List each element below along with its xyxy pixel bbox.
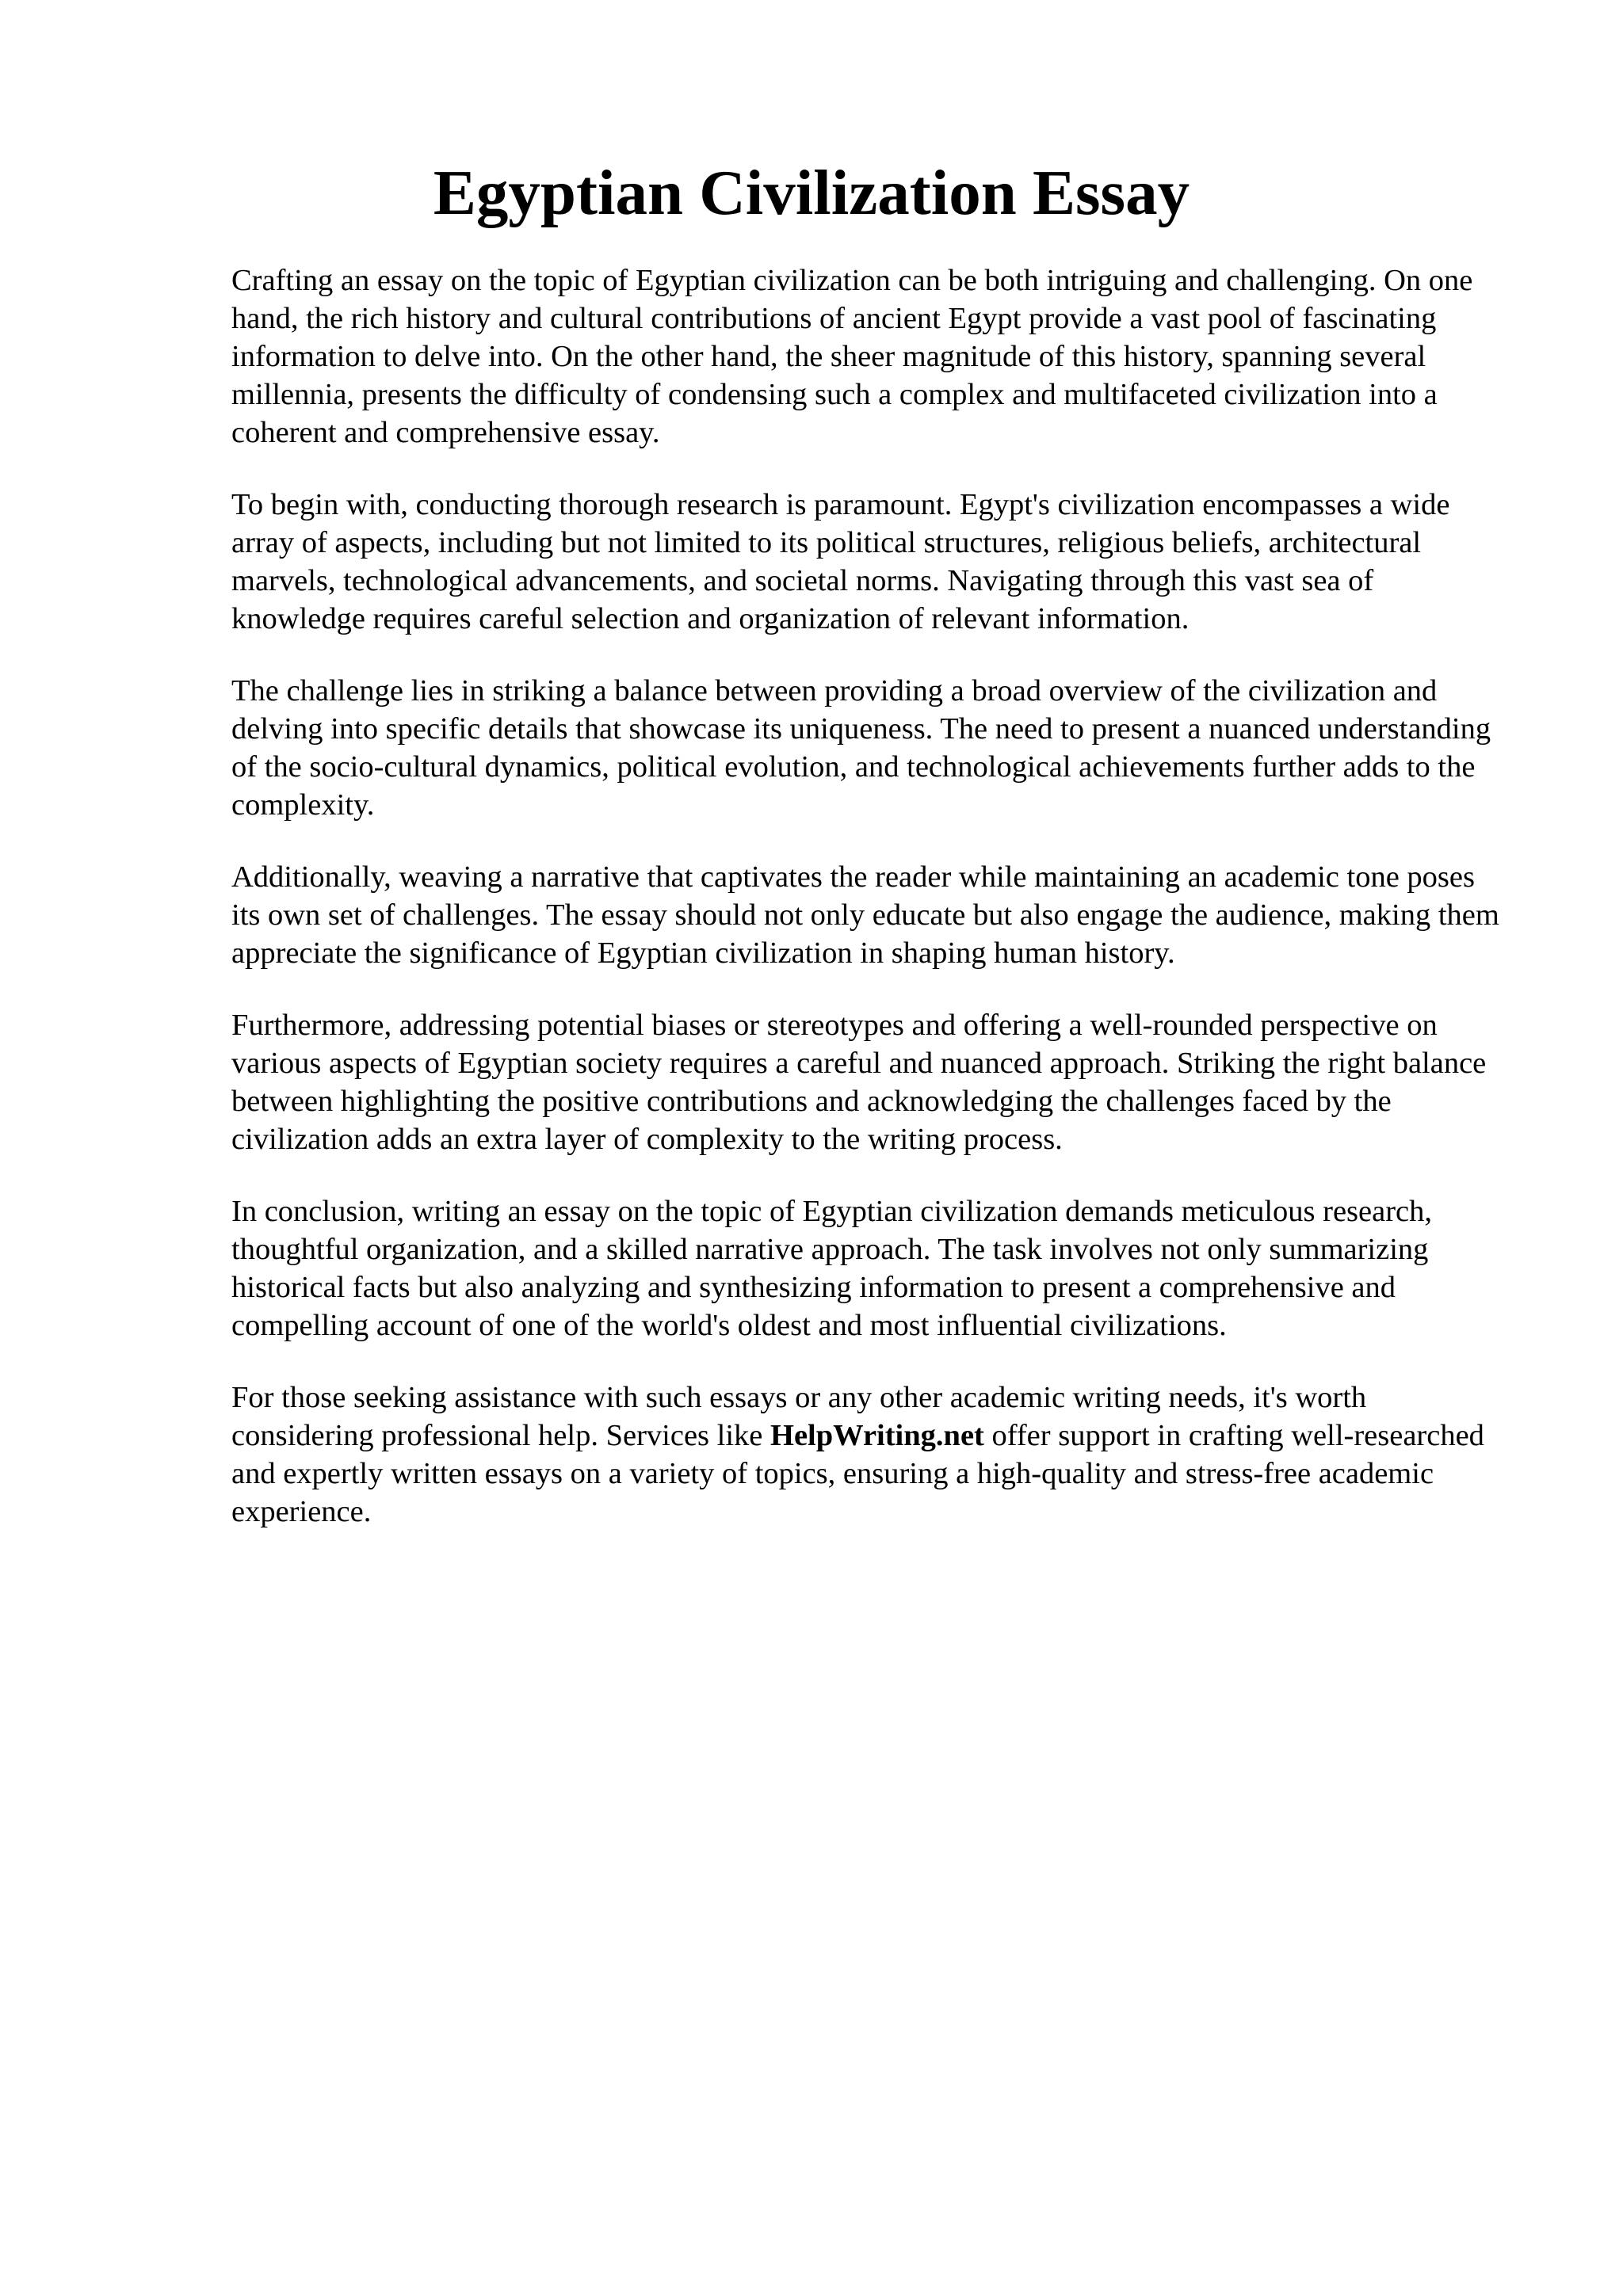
assistance-text-after: offer support in crafting well-researched and expertly written essays on a variety of topics, ensuring a high-quality and stress-free academic experience.	[231, 1419, 1484, 1528]
paragraph-balance: The challenge lies in striking a balance between providing a broad overview of the civilization and delving into specific details that showcase its uniqueness. The need to present a nuanced understanding of the socio-cultural dynamics, political evolution, and technological achievements further adds to the complexity.	[231, 674, 1491, 822]
essay-body	[231, 261, 1499, 1565]
helpwriting-link[interactable]: HelpWriting.net	[770, 1419, 984, 1452]
paragraph-intro: Crafting an essay on the topic of Egyptian civilization can be both intriguing and challenging. On one hand, the rich history and cultural contributions of ancient Egypt provide a vast pool of fascinating information to delve into. On the other hand, the sheer magnitude of this history, spanning several millennia, presents the difficulty of condensing such a complex and multifaceted civilization into a coherent and comprehensive essay.	[231, 264, 1473, 449]
paragraph-narrative: Additionally, weaving a narrative that captivates the reader while maintaining an academic tone poses its own set of challenges. The essay should not only educate but also engage the audience, making them appreciate the significance of Egyptian civilization in shaping human history.	[231, 860, 1499, 970]
paragraph-research: To begin with, conducting thorough research is paramount. Egypt's civilization encompasses a wide array of aspects, including but not limited to its political structures, religious beliefs, architectural marvels, technological advancements, and societal norms. Navigating through this vast sea of knowledge requires careful selection and organization of relevant information.	[231, 488, 1450, 635]
paragraph-assistance	[231, 1379, 1499, 1531]
assistance-text-before: For those seeking assistance with such essays or any other academic writing needs, it's worth considering professional help. Services like	[231, 1381, 1367, 1452]
page-title: Egyptian Civilization Essay	[433, 157, 1190, 228]
paragraph-conclusion: In conclusion, writing an essay on the topic of Egyptian civilization demands meticulous research, thoughtful organization, and a skilled narrative approach. The task involves not only summarizing historical facts but also analyzing and synthesizing information to present a comprehensive and compelling account of one of the world's oldest and most influential civilizations.	[231, 1195, 1432, 1342]
paragraph-biases: Furthermore, addressing potential biases or stereotypes and offering a well-rounded perspective on various aspects of Egyptian society requires a careful and nuanced approach. Striking the right balance between highlighting the positive contributions and acknowledging the challenges faced by the civilization adds an extra layer of complexity to the writing process.	[231, 1009, 1487, 1156]
